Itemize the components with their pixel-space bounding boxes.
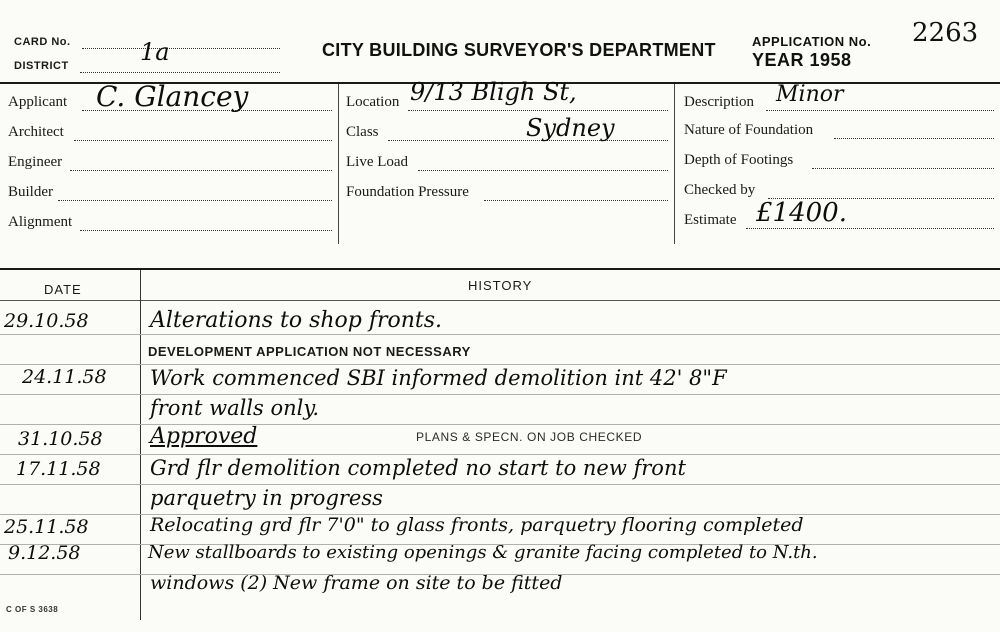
applicant-label: Applicant	[8, 94, 68, 110]
builder-label: Builder	[8, 184, 53, 200]
history-text: Work commenced SBI informed demolition int 42' 8"F	[150, 366, 727, 390]
estimate-line	[746, 228, 994, 229]
application-no-label: APPLICATION No.	[752, 34, 872, 49]
card-no-value: 1a	[140, 38, 170, 66]
history-text: parquetry in progress	[150, 486, 383, 510]
history-date: 17.11.58	[16, 458, 101, 480]
location-line	[408, 110, 668, 111]
location-label: Location	[346, 94, 400, 110]
depth-of-footings-label: Depth of Footings	[684, 152, 794, 168]
live-load-line	[418, 170, 668, 171]
history-date: 29.10.58	[4, 310, 89, 332]
history-date: 9.12.58	[8, 542, 81, 564]
engineer-line	[70, 170, 332, 171]
card-no-line	[82, 48, 280, 49]
card-no-label: CARD No.	[14, 36, 71, 48]
class-label: Class	[346, 124, 379, 140]
history-date: 31.10.58	[18, 428, 103, 450]
estimate-label: Estimate	[684, 212, 737, 228]
description-value: Minor	[776, 82, 844, 107]
plans-checked-stamp: PLANS & SPECN. ON JOB CHECKED	[416, 430, 643, 444]
history-date: 24.11.58	[22, 366, 107, 388]
date-column-header: DATE	[44, 282, 82, 297]
history-text: Approved	[150, 424, 258, 449]
alignment-label: Alignment	[8, 214, 73, 230]
history-text: windows (2) New frame on site to be fitted	[150, 572, 563, 594]
architect-label: Architect	[8, 124, 64, 140]
history-header-rule	[0, 300, 1000, 301]
location-value: 9/13 Bligh St,	[410, 78, 577, 106]
info-divider-1	[338, 84, 339, 244]
architect-line	[74, 140, 332, 141]
rule-2	[0, 364, 1000, 365]
applicant-value: C. Glancey	[96, 80, 249, 113]
description-line	[766, 110, 994, 111]
depth-of-footings-line	[812, 168, 994, 169]
checked-by-label: Checked by	[684, 182, 756, 198]
rule-6	[0, 484, 1000, 485]
class-value: Sydney	[526, 114, 615, 142]
history-text: Alterations to shop fronts.	[150, 308, 443, 333]
info-divider-2	[674, 84, 675, 244]
year-label: YEAR 1958	[752, 50, 852, 70]
history-top-rule	[0, 268, 1000, 270]
history-text: Grd flr demolition completed no start to new front	[150, 456, 686, 480]
district-label: DISTRICT	[14, 60, 69, 72]
date-column-divider	[140, 270, 141, 620]
builder-line	[58, 200, 332, 201]
district-line	[80, 72, 280, 73]
rule-1	[0, 334, 1000, 335]
nature-of-foundation-line	[834, 138, 994, 139]
live-load-label: Live Load	[346, 154, 409, 170]
history-text: Relocating grd flr 7'0" to glass fronts, parquetry flooring completed	[150, 514, 804, 536]
estimate-value: £1400.	[756, 198, 847, 228]
application-no-value: 2263	[912, 18, 979, 48]
nature-of-foundation-label: Nature of Foundation	[684, 122, 814, 138]
history-text: New stallboards to existing openings & granite facing completed to N.th.	[148, 542, 818, 563]
history-column-header: HISTORY	[468, 278, 533, 293]
form-code: C OF S 3638	[6, 605, 59, 614]
department-title: CITY BUILDING SURVEYOR'S DEPARTMENT	[322, 40, 716, 60]
alignment-line	[80, 230, 332, 231]
foundation-pressure-label: Foundation Pressure	[346, 184, 469, 200]
rule-3	[0, 394, 1000, 395]
history-date: 25.11.58	[4, 516, 89, 538]
rule-5	[0, 454, 1000, 455]
description-label: Description	[684, 94, 754, 110]
foundation-pressure-line	[484, 200, 668, 201]
development-stamp: DEVELOPMENT APPLICATION NOT NECESSARY	[148, 344, 471, 359]
engineer-label: Engineer	[8, 154, 63, 170]
history-text: front walls only.	[150, 396, 320, 420]
